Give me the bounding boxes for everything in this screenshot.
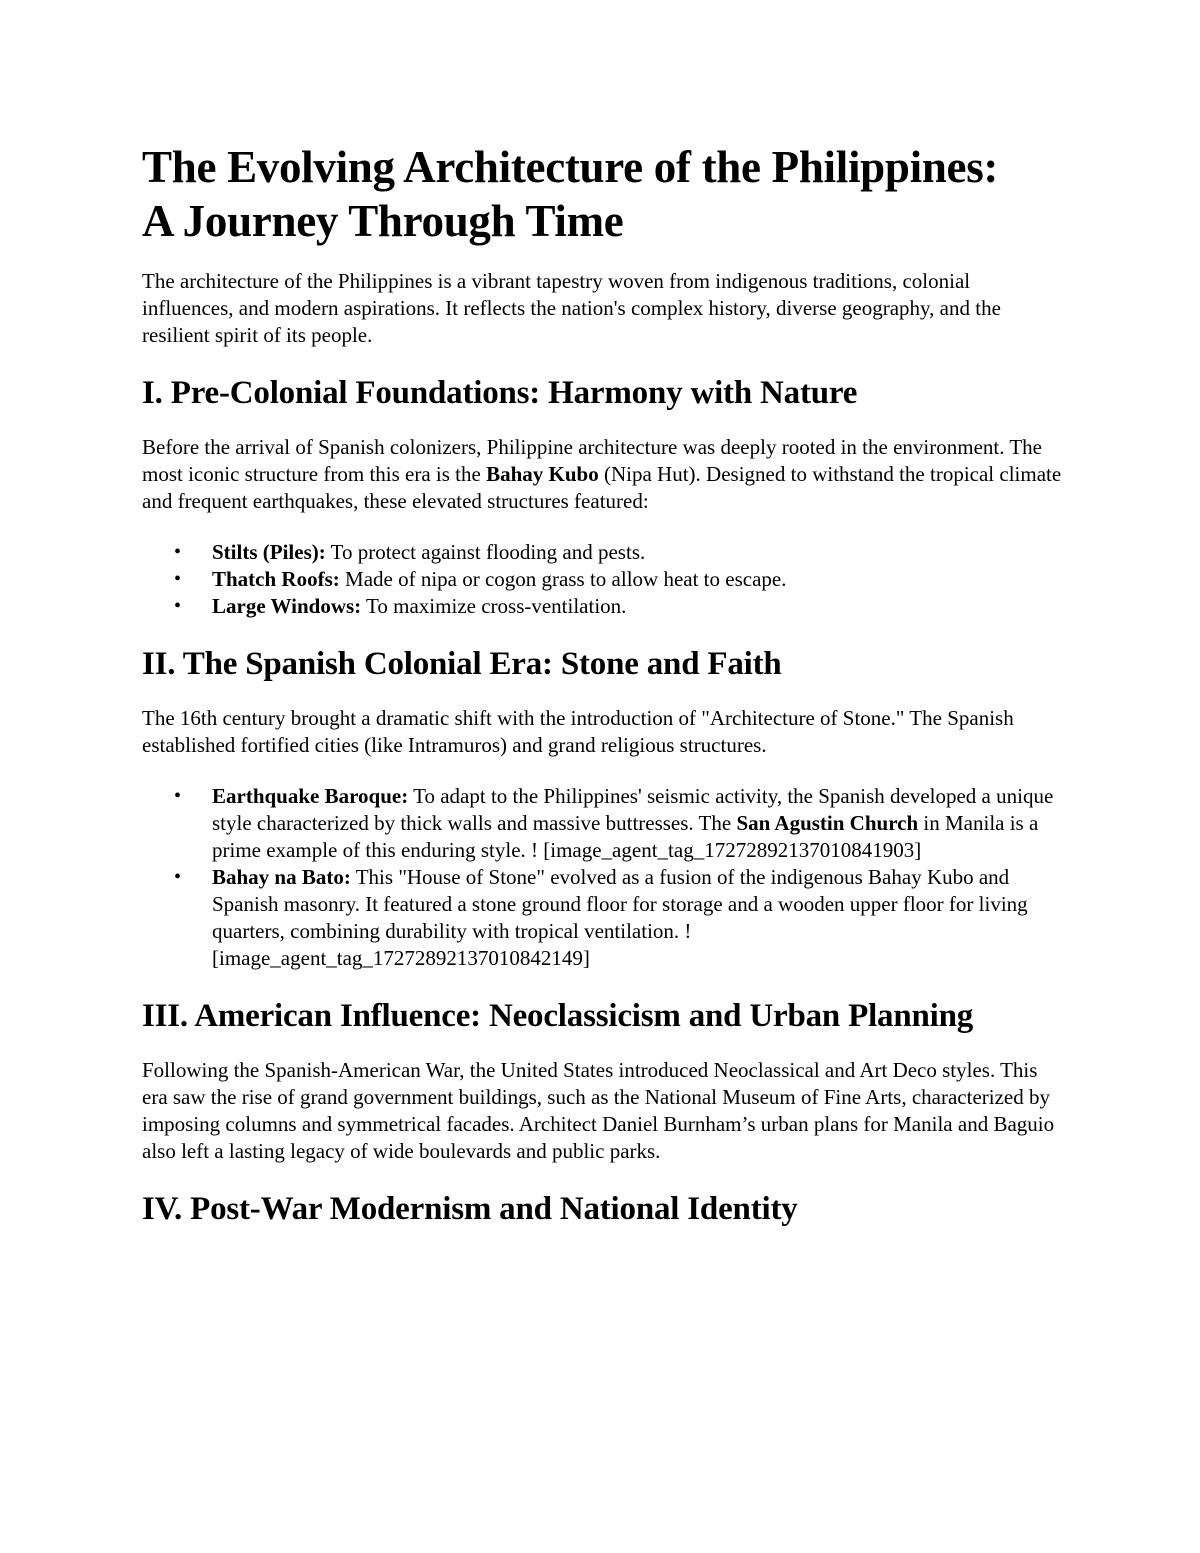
list-item-text: To adapt to the Philippines' seismic activity, the Spanish developed a unique style characterized by thick walls and massive buttresses. The [212,784,1054,835]
list-item-term: Thatch Roofs: [212,567,340,591]
document-title [142,140,1062,248]
bullet-icon: • [174,595,182,617]
bullet-icon: • [174,866,182,888]
section-heading-postwar: IV. Post-War Modernism and National Identity [142,1191,798,1227]
list-item [174,539,1062,566]
bullet-icon: • [174,568,182,590]
bahay-kubo-term: Bahay Kubo [486,462,599,486]
spanish-paragraph: The 16th century brought a dramatic shift with the introduction of "Architecture of Stone." The Spanish established fortified cities (like Intramuros) and grand religious structures. [142,706,1014,757]
san-agustin-term: San Agustin Church [736,811,919,835]
title-line-2: A Journey Through Time [142,196,624,246]
list-item [174,864,1062,972]
bullet-icon: • [174,541,182,563]
precolonial-paragraph [142,434,1062,515]
list-item [174,783,1062,864]
section-heading-spanish: II. The Spanish Colonial Era: Stone and Faith [142,646,782,682]
list-item-term: Earthquake Baroque: [212,784,409,808]
title-line-1: The Evolving Architecture of the Philippines: [142,142,999,192]
list-item-text: This "House of Stone" evolved as a fusion of the indigenous Bahay Kubo and Spanish masonry. It featured a stone ground floor for storage and a wooden upper floor for living quarters, combining durability with tropical ventilation. ! [image_agent_tag_17272892137010842149] [212,865,1028,970]
list-item-term: Stilts (Piles): [212,540,326,564]
list-item-text: in Manila is a prime example of this enduring style. ! [image_agent_tag_17272892137010841903] [212,811,1039,862]
document-page [142,140,1062,1250]
list-item [174,593,1062,620]
section-heading-precolonial: I. Pre-Colonial Foundations: Harmony with Nature [142,375,858,411]
bullet-icon: • [174,785,182,807]
american-paragraph: Following the Spanish-American War, the United States introduced Neoclassical and Art Deco styles. This era saw the rise of grand government buildings, such as the National Museum of Fine Arts, characterized by imposing columns and symmetrical facades. Architect Daniel Burnham’s urban plans for Manila and Baguio also left a lasting legacy of wide boulevards and public parks. [142,1058,1055,1163]
spanish-feature-list [142,783,1062,972]
precolonial-text-b: (Nipa Hut). Designed to withstand the tropical climate and frequent earthquakes, these elevated structures featured: [142,462,1062,513]
list-item-text: Made of nipa or cogon grass to allow heat to escape. [339,567,787,591]
precolonial-text-a: Before the arrival of Spanish colonizers, Philippine architecture was deeply rooted in the environment. The most iconic structure from this era is the [142,435,1042,486]
intro-paragraph: The architecture of the Philippines is a vibrant tapestry woven from indigenous traditions, colonial influences, and modern aspirations. It reflects the nation's complex history, diverse geography, and the resilient spirit of its people. [142,269,1001,347]
list-item-text: To protect against flooding and pests. [325,540,646,564]
list-item-term: Large Windows: [212,594,362,618]
list-item-term: Bahay na Bato: [212,865,351,889]
list-item [174,566,1062,593]
section-heading-american: III. American Influence: Neoclassicism and Urban Planning [142,998,974,1034]
list-item-text: To maximize cross-ventilation. [361,594,627,618]
precolonial-feature-list [142,539,1062,620]
